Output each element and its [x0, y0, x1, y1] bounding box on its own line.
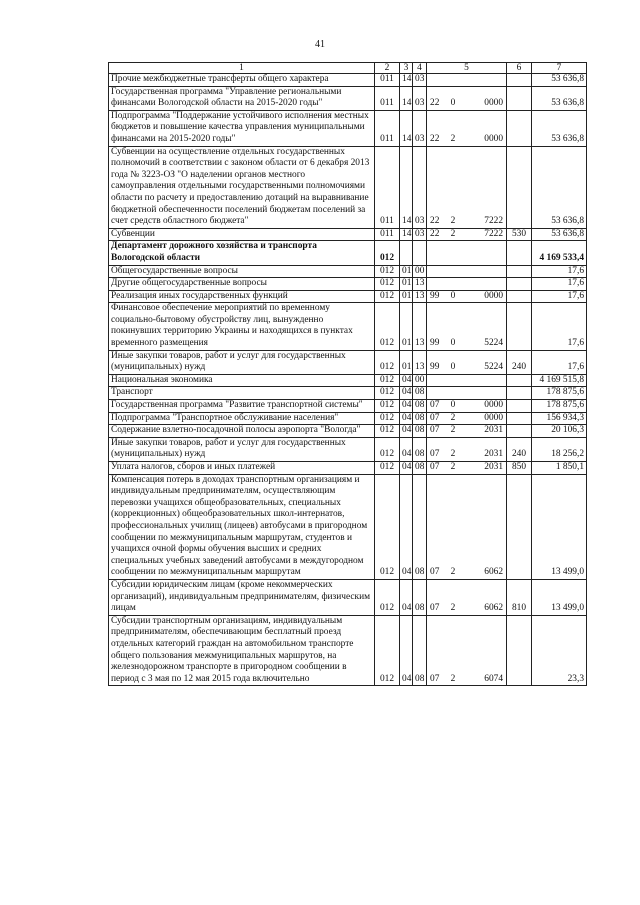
row-amount: 17,6 [532, 278, 587, 291]
row-grbs: 012 [375, 462, 400, 475]
target-article-part: 0 [450, 362, 456, 373]
target-article-part: 2 [450, 567, 456, 578]
row-section [400, 241, 413, 265]
row-target-article [427, 278, 507, 291]
target-article-part: 99 [430, 338, 440, 349]
row-subsection: 03 [413, 228, 427, 241]
row-section: 01 [400, 278, 413, 291]
table-row [109, 387, 587, 400]
row-subsection: 00 [413, 265, 427, 278]
row-name: Субвенции [109, 228, 375, 241]
target-article-part: 2 [450, 603, 456, 614]
row-grbs: 012 [375, 425, 400, 438]
target-article-part: 6074 [484, 673, 503, 684]
row-section: 04 [400, 374, 413, 387]
table-row [109, 437, 587, 461]
table-row [109, 425, 587, 438]
target-article-part: 07 [430, 462, 440, 472]
row-target-article [427, 74, 507, 87]
row-section: 04 [400, 615, 413, 686]
row-expense-type [507, 303, 532, 350]
row-expense-type [507, 146, 532, 228]
row-name: Подпрограмма "Поддержание устойчивого исполнения местных бюджетов и повышение качества управления муниципальными финансами на 2015-2020 годы" [109, 110, 375, 146]
table-row [109, 290, 587, 303]
row-grbs: 011 [375, 86, 400, 110]
table-row [109, 110, 587, 146]
target-article-part: 07 [430, 425, 440, 436]
row-expense-type [507, 290, 532, 303]
row-subsection: 03 [413, 146, 427, 228]
row-section: 04 [400, 387, 413, 400]
target-article-part: 0000 [484, 400, 503, 411]
row-grbs: 012 [375, 412, 400, 425]
row-grbs: 012 [375, 241, 400, 265]
row-section: 04 [400, 412, 413, 425]
header-cell: 5 [427, 63, 507, 74]
table-row [109, 241, 587, 265]
target-article-part: 2031 [484, 449, 503, 460]
row-target-article [427, 425, 507, 438]
row-name: Национальная экономика [109, 374, 375, 387]
target-article-part: 2031 [484, 462, 503, 472]
row-amount: 17,6 [532, 265, 587, 278]
target-article-part: 2 [450, 425, 456, 436]
row-expense-type [507, 387, 532, 400]
row-name: Реализация иных государственных функций [109, 290, 375, 303]
row-subsection: 00 [413, 374, 427, 387]
header-cell: 3 [400, 63, 413, 74]
row-amount: 4 169 515,8 [532, 374, 587, 387]
table-row [109, 278, 587, 291]
row-subsection: 08 [413, 400, 427, 413]
row-subsection: 08 [413, 425, 427, 438]
target-article-part: 0000 [484, 412, 503, 423]
target-article-part: 07 [430, 412, 440, 423]
row-section: 04 [400, 425, 413, 438]
target-article-part: 2031 [484, 425, 503, 436]
target-article-part: 0000 [484, 290, 503, 301]
table-header-row [109, 63, 587, 74]
row-expense-type [507, 86, 532, 110]
row-grbs: 012 [375, 374, 400, 387]
row-grbs: 012 [375, 474, 400, 579]
row-target-article [427, 400, 507, 413]
row-name: Уплата налогов, сборов и иных платежей [109, 462, 375, 475]
header-cell: 2 [375, 63, 400, 74]
row-section: 04 [400, 579, 413, 615]
row-target-article [427, 387, 507, 400]
table-row [109, 228, 587, 241]
row-name: Департамент дорожного хозяйства и транспорта Вологодской области [109, 241, 375, 265]
row-amount: 17,6 [532, 350, 587, 374]
row-section: 04 [400, 474, 413, 579]
row-amount: 53 636,8 [532, 86, 587, 110]
row-subsection: 03 [413, 86, 427, 110]
row-subsection [413, 241, 427, 265]
target-article-part: 0 [450, 338, 456, 349]
row-expense-type [507, 412, 532, 425]
row-subsection: 08 [413, 412, 427, 425]
row-grbs: 012 [375, 265, 400, 278]
target-article-part: 6062 [484, 567, 503, 578]
budget-table [108, 62, 587, 686]
row-subsection: 13 [413, 290, 427, 303]
row-target-article [427, 110, 507, 146]
row-subsection: 08 [413, 462, 427, 475]
target-article-part: 22 [430, 216, 440, 227]
target-article-part: 07 [430, 449, 440, 460]
row-expense-type [507, 400, 532, 413]
row-grbs: 011 [375, 74, 400, 87]
table-row [109, 265, 587, 278]
row-section: 14 [400, 110, 413, 146]
row-amount: 178 875,6 [532, 387, 587, 400]
row-expense-type [507, 374, 532, 387]
row-target-article [427, 146, 507, 228]
table-row [109, 412, 587, 425]
row-name: Подпрограмма "Транспортное обслуживание населения" [109, 412, 375, 425]
target-article-part: 22 [430, 98, 440, 109]
row-grbs: 011 [375, 228, 400, 241]
table-row [109, 303, 587, 350]
row-target-article [427, 462, 507, 475]
row-name: Финансовое обеспечение мероприятий по временному социально-бытовому обустройству лиц, вынужденно покинувших территорию Украины и находящихся в пунктах временного размещения [109, 303, 375, 350]
target-article-part: 2 [450, 412, 456, 423]
row-amount: 178 875,6 [532, 400, 587, 413]
row-subsection: 03 [413, 74, 427, 87]
row-name: Компенсация потерь в доходах транспортным организациям и индивидуальным предпринимателям, осуществляющим перевозки учащихся общеобразовательных, специальных (коррекционных) общеобразовательных школ-интернатов, профессиональных училищ (лицеев) автобусами в пригородном сообщении по межмуниципальным маршрутам, студентов и учащихся очной формы обучения высших и средних специальных учебных заведений автобусами в междугородном сообщении по межмуниципальным маршрутам [109, 474, 375, 579]
table-row [109, 86, 587, 110]
row-section: 14 [400, 228, 413, 241]
target-article-part: 0000 [484, 98, 503, 109]
target-article-part: 2 [450, 449, 456, 460]
table-row [109, 615, 587, 686]
row-amount: 18 256,2 [532, 437, 587, 461]
row-subsection: 13 [413, 278, 427, 291]
row-subsection: 08 [413, 387, 427, 400]
row-target-article [427, 241, 507, 265]
header-cell: 7 [532, 63, 587, 74]
row-amount: 1 850,1 [532, 462, 587, 475]
row-name: Государственная программа "Развитие транспортной системы" [109, 400, 375, 413]
row-grbs: 012 [375, 579, 400, 615]
row-amount: 13 499,0 [532, 474, 587, 579]
target-article-part: 0 [450, 98, 456, 109]
target-article-part: 2 [450, 216, 456, 227]
target-article-part: 0 [450, 400, 456, 411]
row-expense-type: 240 [507, 437, 532, 461]
row-name: Субвенции на осуществление отдельных государственных полномочий в соответствии с законом области от 6 декабря 2013 года № 3223-ОЗ "О наделении органов местного самоуправления отдельными государственными полномочиями области по расчету и предоставлению дотаций на выравнивание бюджетной обеспеченности поселений бюджетам поселений за счет средств областного бюджета" [109, 146, 375, 228]
row-subsection: 08 [413, 474, 427, 579]
row-target-article [427, 412, 507, 425]
table-row [109, 374, 587, 387]
target-article-part: 99 [430, 362, 440, 373]
row-section: 14 [400, 74, 413, 87]
row-amount: 53 636,8 [532, 110, 587, 146]
row-target-article [427, 290, 507, 303]
row-expense-type [507, 278, 532, 291]
row-amount: 17,6 [532, 303, 587, 350]
row-grbs: 012 [375, 400, 400, 413]
row-expense-type [507, 110, 532, 146]
row-expense-type: 240 [507, 350, 532, 374]
row-amount: 20 106,3 [532, 425, 587, 438]
target-article-part: 7222 [484, 228, 503, 239]
row-grbs: 012 [375, 303, 400, 350]
target-article-part: 0000 [484, 133, 503, 144]
row-expense-type [507, 74, 532, 87]
row-section: 04 [400, 437, 413, 461]
row-subsection: 03 [413, 110, 427, 146]
row-amount: 53 636,8 [532, 146, 587, 228]
target-article-part: 07 [430, 400, 440, 411]
row-name: Содержание взлетно-посадочной полосы аэропорта "Вологда" [109, 425, 375, 438]
row-section: 01 [400, 265, 413, 278]
table-row [109, 350, 587, 374]
target-article-part: 07 [430, 673, 440, 684]
row-amount: 53 636,8 [532, 74, 587, 87]
row-grbs: 011 [375, 110, 400, 146]
row-section: 01 [400, 303, 413, 350]
row-expense-type: 850 [507, 462, 532, 475]
row-section: 01 [400, 290, 413, 303]
row-grbs: 012 [375, 290, 400, 303]
row-amount: 53 636,8 [532, 228, 587, 241]
row-name: Иные закупки товаров, работ и услуг для государственных (муниципальных) нужд [109, 437, 375, 461]
row-subsection: 08 [413, 579, 427, 615]
row-grbs: 012 [375, 387, 400, 400]
row-target-article [427, 265, 507, 278]
row-grbs: 012 [375, 278, 400, 291]
table-row [109, 579, 587, 615]
row-target-article [427, 350, 507, 374]
row-amount: 13 499,0 [532, 579, 587, 615]
row-target-article [427, 374, 507, 387]
row-name: Государственная программа "Управление региональными финансами Вологодской области на 2015-2020 годы" [109, 86, 375, 110]
target-article-part: 07 [430, 567, 440, 578]
row-section: 04 [400, 400, 413, 413]
row-amount: 23,3 [532, 615, 587, 686]
target-article-part: 5224 [484, 362, 503, 373]
row-grbs: 012 [375, 350, 400, 374]
table-row [109, 462, 587, 475]
row-section: 04 [400, 462, 413, 475]
target-article-part: 0 [450, 290, 456, 301]
target-article-part: 7222 [484, 216, 503, 227]
row-target-article [427, 579, 507, 615]
target-article-part: 2 [450, 133, 456, 144]
target-article-part: 99 [430, 290, 440, 301]
row-section: 01 [400, 350, 413, 374]
row-section: 14 [400, 146, 413, 228]
table-row [109, 400, 587, 413]
table-row [109, 74, 587, 87]
row-name: Субсидии юридическим лицам (кроме некоммерческих организаций), индивидуальным предпринимателям, физическим лицам [109, 579, 375, 615]
page-number: 41 [315, 39, 325, 50]
row-name: Иные закупки товаров, работ и услуг для государственных (муниципальных) нужд [109, 350, 375, 374]
row-amount: 4 169 533,4 [532, 241, 587, 265]
target-article-part: 5224 [484, 338, 503, 349]
row-subsection: 08 [413, 437, 427, 461]
row-amount: 17,6 [532, 290, 587, 303]
row-name: Субсидии транспортным организациям, индивидуальным предпринимателям, обеспечивающим бесплатный проезд отдельных категорий граждан на автомобильном транспорте общего пользования межмуниципальных маршрутов, на железнодорожном транспорте в пригородном сообщении в период с 3 мая по 12 мая 2015 года включительно [109, 615, 375, 686]
row-amount: 156 934,3 [532, 412, 587, 425]
row-name: Общегосударственные вопросы [109, 265, 375, 278]
row-name: Прочие межбюджетные трансферты общего характера [109, 74, 375, 87]
row-name: Другие общегосударственные вопросы [109, 278, 375, 291]
row-target-article [427, 474, 507, 579]
table-row [109, 474, 587, 579]
row-target-article [427, 303, 507, 350]
row-expense-type [507, 241, 532, 265]
row-expense-type: 810 [507, 579, 532, 615]
header-cell: 1 [109, 63, 375, 74]
target-article-part: 6062 [484, 603, 503, 614]
row-expense-type [507, 615, 532, 686]
row-expense-type [507, 265, 532, 278]
target-article-part: 22 [430, 228, 440, 239]
row-target-article [427, 615, 507, 686]
row-expense-type: 530 [507, 228, 532, 241]
header-cell: 4 [413, 63, 427, 74]
row-expense-type [507, 474, 532, 579]
row-name: Транспорт [109, 387, 375, 400]
header-cell: 6 [507, 63, 532, 74]
row-target-article [427, 86, 507, 110]
row-grbs: 012 [375, 437, 400, 461]
row-subsection: 08 [413, 615, 427, 686]
target-article-part: 2 [450, 228, 456, 239]
row-section: 14 [400, 86, 413, 110]
row-subsection: 13 [413, 350, 427, 374]
target-article-part: 22 [430, 133, 440, 144]
row-target-article [427, 228, 507, 241]
row-subsection: 13 [413, 303, 427, 350]
row-expense-type [507, 425, 532, 438]
target-article-part: 07 [430, 603, 440, 614]
row-grbs: 012 [375, 615, 400, 686]
row-grbs: 011 [375, 146, 400, 228]
table-row [109, 146, 587, 228]
target-article-part: 2 [450, 462, 456, 472]
target-article-part: 2 [450, 673, 456, 684]
row-target-article [427, 437, 507, 461]
